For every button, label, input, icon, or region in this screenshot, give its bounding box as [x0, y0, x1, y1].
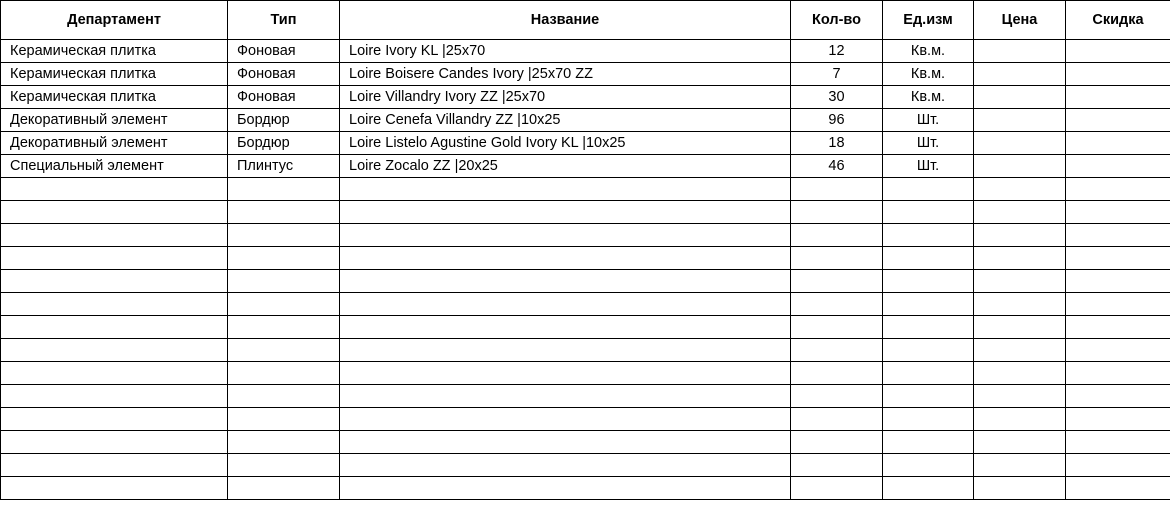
empty-cell[interactable]: [791, 477, 883, 500]
header-department[interactable]: Департамент: [1, 1, 228, 40]
empty-table-row: [1, 408, 1170, 431]
header-unit[interactable]: Ед.изм: [883, 1, 974, 40]
empty-cell[interactable]: [1066, 316, 1170, 339]
empty-cell[interactable]: [883, 477, 974, 500]
empty-cell[interactable]: [1066, 247, 1170, 270]
empty-cell[interactable]: [791, 362, 883, 385]
cell-discount[interactable]: [1066, 132, 1170, 155]
empty-table-row: [1, 431, 1170, 454]
empty-table-row: [1, 362, 1170, 385]
empty-cell[interactable]: [1066, 431, 1170, 454]
cell-department[interactable]: Специальный элемент: [1, 155, 228, 178]
empty-cell[interactable]: [974, 431, 1066, 454]
empty-cell[interactable]: [791, 454, 883, 477]
empty-cell[interactable]: [1, 270, 228, 293]
empty-cell[interactable]: [791, 408, 883, 431]
table-row: [1, 155, 1170, 178]
empty-cell[interactable]: [1066, 385, 1170, 408]
cell-discount[interactable]: [1066, 63, 1170, 86]
cell-unit[interactable]: Кв.м.: [883, 40, 974, 63]
empty-cell[interactable]: [974, 270, 1066, 293]
empty-cell[interactable]: [228, 178, 340, 201]
empty-cell[interactable]: [1, 431, 228, 454]
empty-cell[interactable]: [883, 408, 974, 431]
empty-cell[interactable]: [883, 247, 974, 270]
empty-cell[interactable]: [791, 270, 883, 293]
empty-cell[interactable]: [883, 362, 974, 385]
cell-qty[interactable]: 96: [791, 109, 883, 132]
table-row: [1, 63, 1170, 86]
empty-cell[interactable]: [340, 431, 791, 454]
empty-cell[interactable]: [1, 316, 228, 339]
cell-department[interactable]: Керамическая плитка: [1, 40, 228, 63]
empty-cell[interactable]: [340, 454, 791, 477]
cell-price[interactable]: [974, 155, 1066, 178]
cell-department[interactable]: Керамическая плитка: [1, 63, 228, 86]
empty-table-row: [1, 270, 1170, 293]
empty-table-row: [1, 178, 1170, 201]
cell-name[interactable]: Loire Villandry Ivory ZZ |25x70: [340, 86, 791, 109]
cell-unit[interactable]: Кв.м.: [883, 86, 974, 109]
empty-cell[interactable]: [791, 339, 883, 362]
empty-cell[interactable]: [228, 316, 340, 339]
empty-cell[interactable]: [974, 385, 1066, 408]
empty-cell[interactable]: [228, 247, 340, 270]
empty-cell[interactable]: [1, 247, 228, 270]
empty-cell[interactable]: [1, 477, 228, 500]
empty-cell[interactable]: [1066, 178, 1170, 201]
empty-cell[interactable]: [974, 477, 1066, 500]
empty-cell[interactable]: [883, 201, 974, 224]
empty-cell[interactable]: [974, 293, 1066, 316]
cell-unit[interactable]: Кв.м.: [883, 63, 974, 86]
cell-type[interactable]: Фоновая: [228, 86, 340, 109]
cell-qty[interactable]: 18: [791, 132, 883, 155]
cell-discount[interactable]: [1066, 40, 1170, 63]
cell-name[interactable]: Loire Zocalo ZZ |20x25: [340, 155, 791, 178]
empty-cell[interactable]: [1066, 454, 1170, 477]
empty-cell[interactable]: [340, 339, 791, 362]
cell-unit[interactable]: Шт.: [883, 132, 974, 155]
empty-cell[interactable]: [1, 293, 228, 316]
empty-cell[interactable]: [340, 408, 791, 431]
empty-cell[interactable]: [974, 362, 1066, 385]
empty-cell[interactable]: [1, 201, 228, 224]
empty-table-row: [1, 385, 1170, 408]
cell-name[interactable]: Loire Cenefa Villandry ZZ |10x25: [340, 109, 791, 132]
header-name[interactable]: Название: [340, 1, 791, 40]
empty-table-row: [1, 477, 1170, 500]
empty-cell[interactable]: [883, 224, 974, 247]
empty-cell[interactable]: [1066, 339, 1170, 362]
empty-table-row: [1, 316, 1170, 339]
empty-cell[interactable]: [340, 316, 791, 339]
table-row: [1, 40, 1170, 63]
empty-cell[interactable]: [883, 385, 974, 408]
empty-cell[interactable]: [1066, 293, 1170, 316]
empty-cell[interactable]: [340, 477, 791, 500]
cell-type[interactable]: Бордюр: [228, 132, 340, 155]
empty-cell[interactable]: [340, 293, 791, 316]
empty-cell[interactable]: [228, 385, 340, 408]
empty-cell[interactable]: [791, 385, 883, 408]
empty-table-row: [1, 339, 1170, 362]
cell-discount[interactable]: [1066, 86, 1170, 109]
cell-discount[interactable]: [1066, 109, 1170, 132]
empty-cell[interactable]: [228, 339, 340, 362]
empty-cell[interactable]: [974, 454, 1066, 477]
empty-cell[interactable]: [1, 454, 228, 477]
empty-cell[interactable]: [340, 270, 791, 293]
cell-name[interactable]: Loire Boisere Candes Ivory |25x70 ZZ: [340, 63, 791, 86]
cell-discount[interactable]: [1066, 155, 1170, 178]
empty-cell[interactable]: [791, 316, 883, 339]
empty-cell[interactable]: [1, 385, 228, 408]
cell-price[interactable]: [974, 40, 1066, 63]
table-row: [1, 109, 1170, 132]
cell-unit[interactable]: Шт.: [883, 155, 974, 178]
empty-table-row: [1, 201, 1170, 224]
empty-cell[interactable]: [791, 201, 883, 224]
empty-cell[interactable]: [1, 224, 228, 247]
empty-cell[interactable]: [228, 201, 340, 224]
cell-type[interactable]: Плинтус: [228, 155, 340, 178]
empty-cell[interactable]: [974, 247, 1066, 270]
cell-name[interactable]: Loire Listelo Agustine Gold Ivory KL |10x25: [340, 132, 791, 155]
empty-cell[interactable]: [974, 339, 1066, 362]
cell-type[interactable]: Бордюр: [228, 109, 340, 132]
cell-type[interactable]: Фоновая: [228, 40, 340, 63]
empty-cell[interactable]: [228, 477, 340, 500]
empty-cell[interactable]: [791, 293, 883, 316]
empty-cell[interactable]: [228, 362, 340, 385]
cell-qty[interactable]: 7: [791, 63, 883, 86]
empty-cell[interactable]: [1066, 362, 1170, 385]
cell-price[interactable]: [974, 86, 1066, 109]
empty-cell[interactable]: [974, 178, 1066, 201]
empty-cell[interactable]: [1, 178, 228, 201]
cell-price[interactable]: [974, 109, 1066, 132]
cell-qty[interactable]: 30: [791, 86, 883, 109]
empty-table-row: [1, 224, 1170, 247]
empty-cell[interactable]: [228, 454, 340, 477]
empty-cell[interactable]: [791, 431, 883, 454]
table-row: [1, 86, 1170, 109]
empty-cell[interactable]: [340, 247, 791, 270]
empty-cell[interactable]: [228, 293, 340, 316]
header-price[interactable]: Цена: [974, 1, 1066, 40]
empty-cell[interactable]: [1066, 408, 1170, 431]
empty-cell[interactable]: [883, 454, 974, 477]
empty-cell[interactable]: [791, 247, 883, 270]
empty-cell[interactable]: [974, 316, 1066, 339]
empty-cell[interactable]: [228, 270, 340, 293]
cell-price[interactable]: [974, 132, 1066, 155]
cell-type[interactable]: Фоновая: [228, 63, 340, 86]
empty-cell[interactable]: [340, 385, 791, 408]
empty-cell[interactable]: [883, 178, 974, 201]
empty-cell[interactable]: [974, 408, 1066, 431]
empty-cell[interactable]: [883, 339, 974, 362]
empty-cell[interactable]: [974, 201, 1066, 224]
cell-qty[interactable]: 46: [791, 155, 883, 178]
cell-unit[interactable]: Шт.: [883, 109, 974, 132]
empty-cell[interactable]: [1066, 270, 1170, 293]
cell-department[interactable]: Декоративный элемент: [1, 109, 228, 132]
empty-cell[interactable]: [1066, 201, 1170, 224]
header-discount[interactable]: Скидка: [1066, 1, 1170, 40]
empty-cell[interactable]: [791, 224, 883, 247]
cell-department[interactable]: Декоративный элемент: [1, 132, 228, 155]
empty-cell[interactable]: [1066, 224, 1170, 247]
table-row: [1, 132, 1170, 155]
cell-qty[interactable]: 12: [791, 40, 883, 63]
empty-cell[interactable]: [340, 224, 791, 247]
empty-table-row: [1, 454, 1170, 477]
empty-cell[interactable]: [1, 339, 228, 362]
header-type[interactable]: Тип: [228, 1, 340, 40]
empty-cell[interactable]: [883, 270, 974, 293]
empty-cell[interactable]: [228, 224, 340, 247]
empty-cell[interactable]: [883, 316, 974, 339]
empty-table-row: [1, 247, 1170, 270]
cell-department[interactable]: Керамическая плитка: [1, 86, 228, 109]
empty-table-row: [1, 293, 1170, 316]
empty-cell[interactable]: [1, 362, 228, 385]
header-row: [1, 1, 1170, 40]
empty-cell[interactable]: [340, 178, 791, 201]
empty-cell[interactable]: [228, 408, 340, 431]
empty-cell[interactable]: [791, 178, 883, 201]
empty-cell[interactable]: [883, 293, 974, 316]
empty-cell[interactable]: [228, 431, 340, 454]
empty-cell[interactable]: [340, 201, 791, 224]
cell-price[interactable]: [974, 63, 1066, 86]
empty-cell[interactable]: [340, 362, 791, 385]
empty-cell[interactable]: [1066, 477, 1170, 500]
header-qty[interactable]: Кол-во: [791, 1, 883, 40]
empty-cell[interactable]: [1, 408, 228, 431]
cell-name[interactable]: Loire Ivory KL |25x70: [340, 40, 791, 63]
empty-cell[interactable]: [883, 431, 974, 454]
empty-cell[interactable]: [974, 224, 1066, 247]
table-body: [1, 40, 1170, 500]
